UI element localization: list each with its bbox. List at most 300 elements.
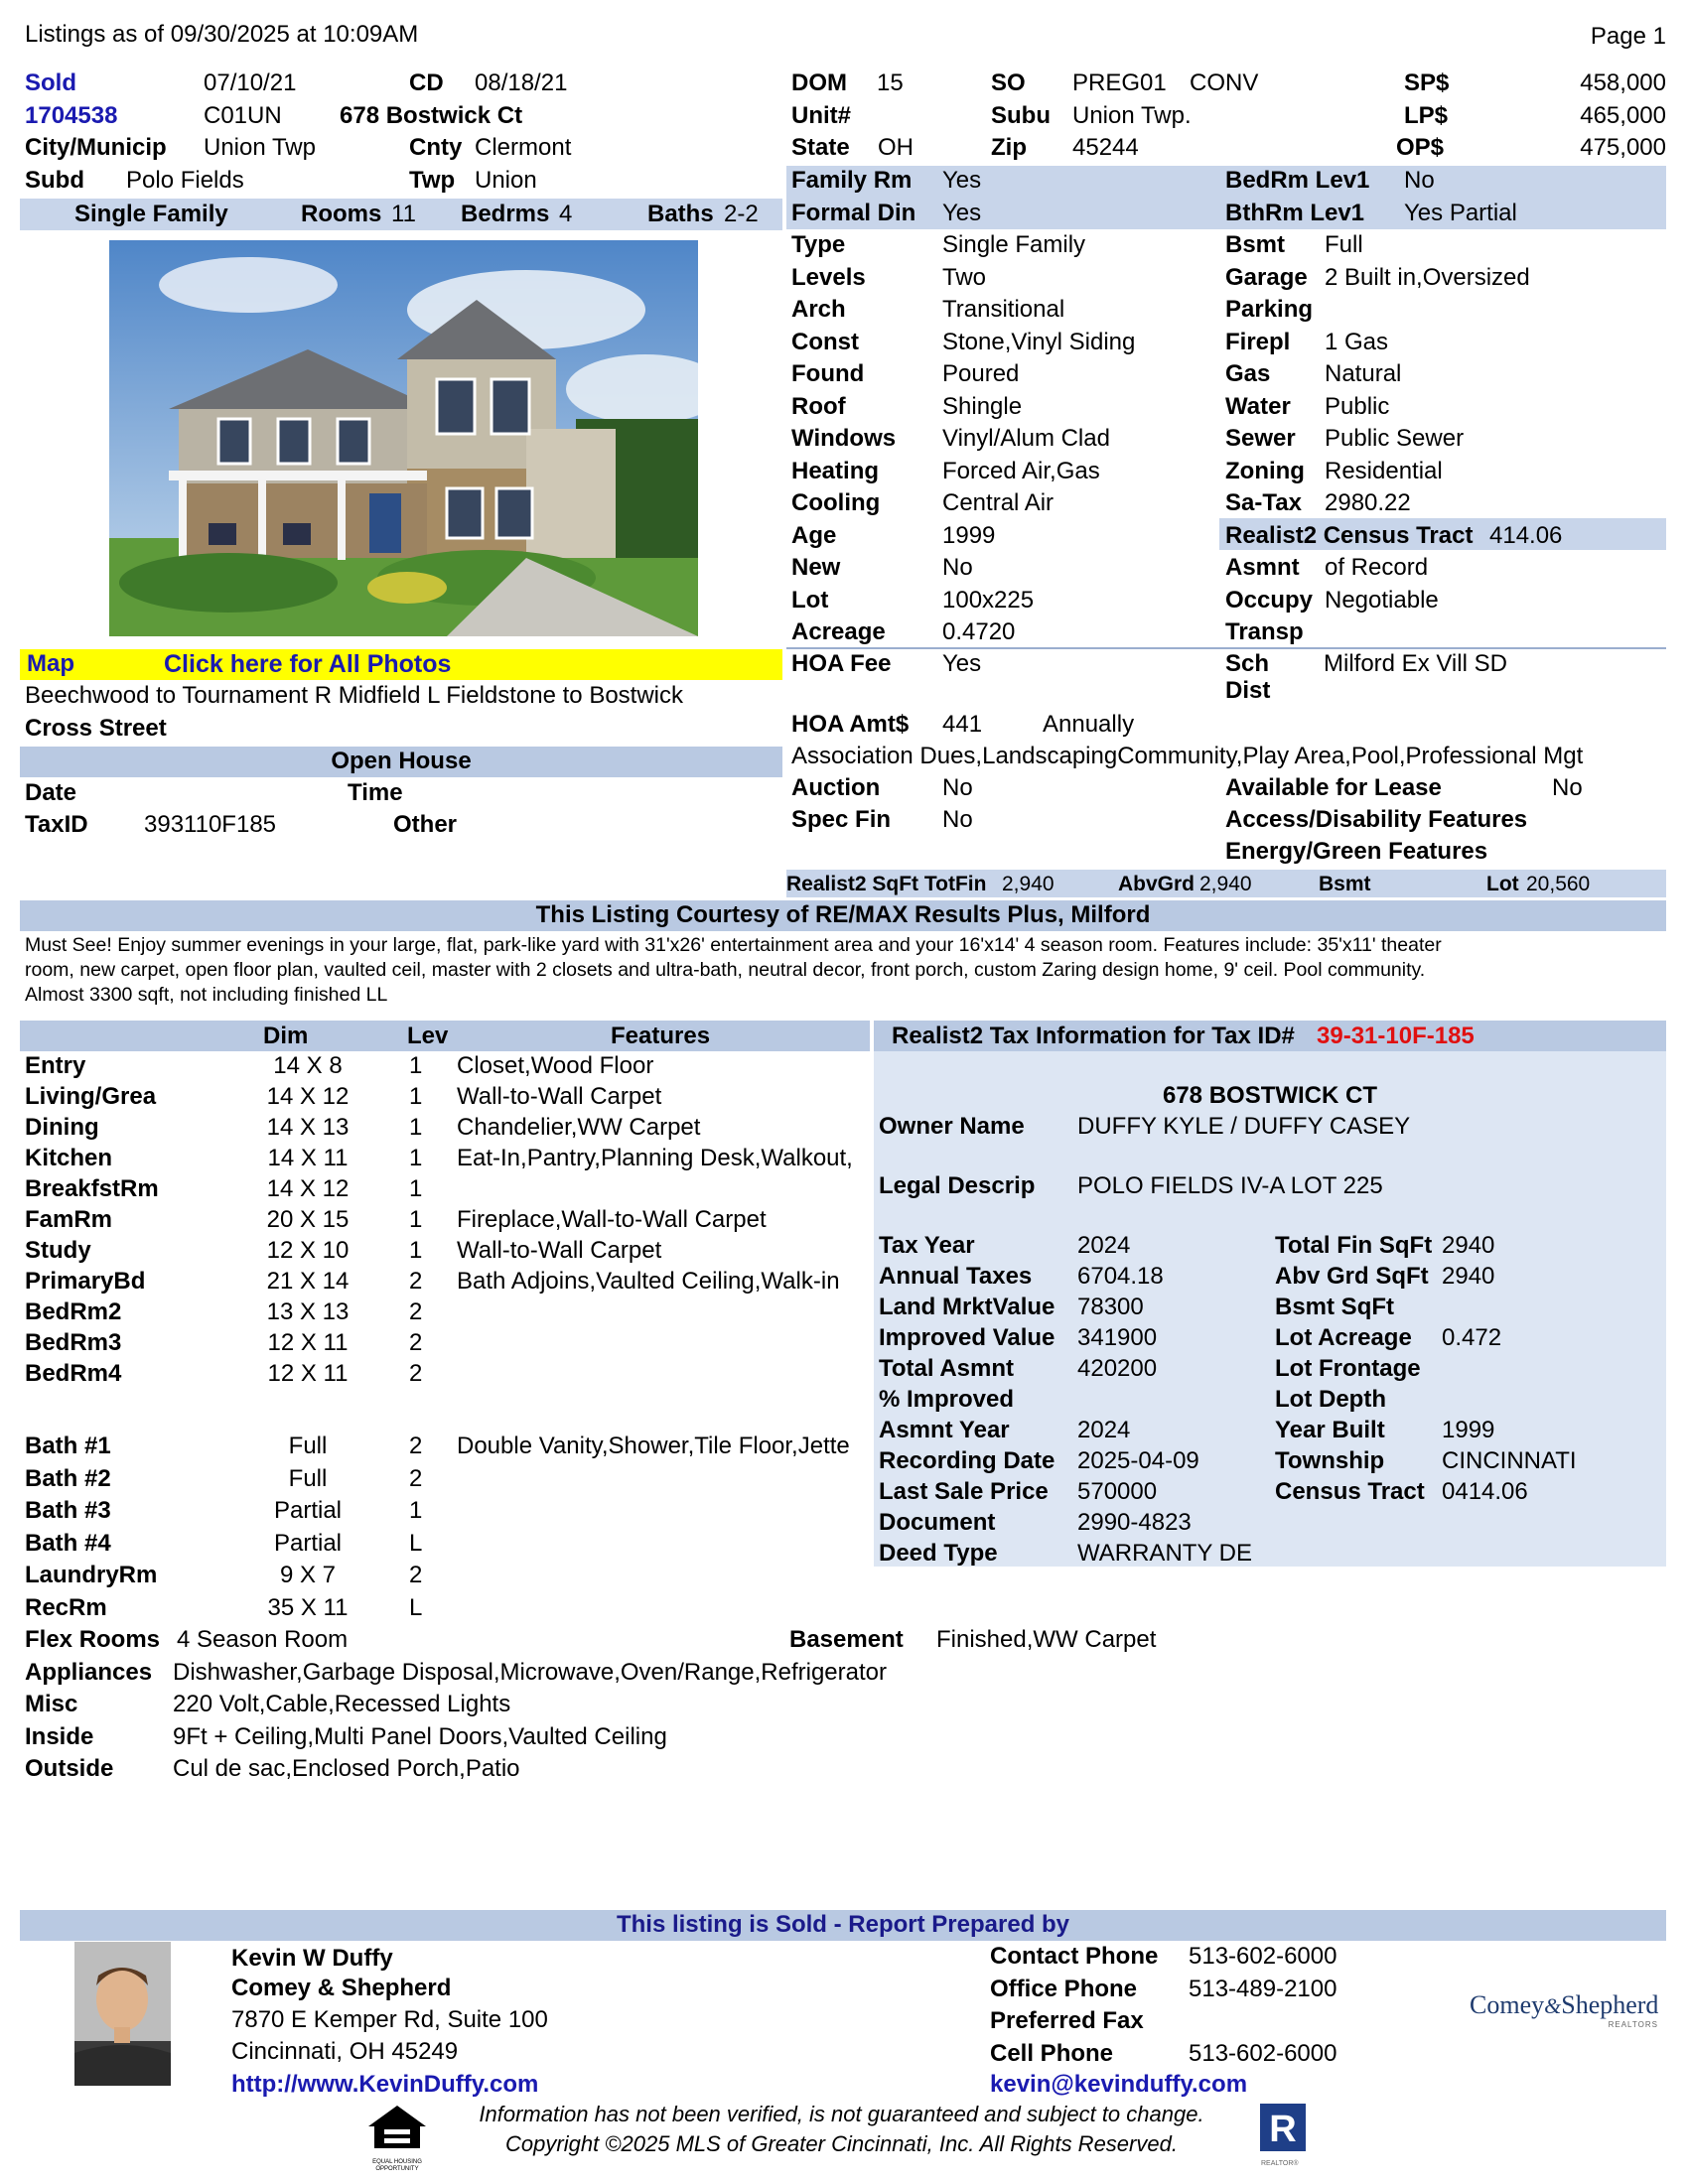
detail-label: Const bbox=[791, 328, 859, 355]
detail-row bbox=[791, 328, 1218, 360]
state-value: OH bbox=[878, 134, 914, 161]
sold-banner: This listing is Sold - Report Prepared by bbox=[20, 1910, 1666, 1941]
date-label: Date bbox=[25, 779, 77, 806]
room-name: Kitchen bbox=[25, 1145, 113, 1171]
detail-row bbox=[1225, 359, 1662, 392]
tax-row bbox=[879, 1231, 1266, 1262]
tax-id-value: 39-31-10F-185 bbox=[1317, 1023, 1475, 1049]
summary-baths: 2-2 bbox=[724, 201, 759, 227]
detail-value: Shingle bbox=[942, 392, 1023, 420]
twp-label: Twp bbox=[409, 167, 456, 194]
room-dim: 35 X 11 bbox=[267, 1593, 349, 1621]
room-dim: 13 X 13 bbox=[266, 1298, 350, 1325]
table-row bbox=[25, 1236, 869, 1267]
school-label: Sch bbox=[1225, 650, 1270, 677]
room-dim: 14 X 12 bbox=[266, 1175, 350, 1202]
tax-value: 2940 bbox=[1442, 1263, 1495, 1290]
detail-value: Stone,Vinyl Siding bbox=[942, 328, 1136, 355]
disclaimer-line-2: Copyright ©2025 MLS of Greater Cincinnati, Inc. All Rights Reserved. bbox=[505, 2131, 1178, 2156]
room-name: BreakfstRm bbox=[25, 1175, 159, 1202]
hoa-frequency: Annually bbox=[1043, 711, 1135, 738]
tax-label: Deed Type bbox=[879, 1540, 998, 1567]
tax-label: Document bbox=[879, 1509, 996, 1536]
room-dim: 12 X 11 bbox=[267, 1329, 349, 1356]
detail-label: Parking bbox=[1225, 296, 1314, 323]
detail-row bbox=[791, 392, 1218, 425]
tax-label: Lot Frontage bbox=[1275, 1355, 1421, 1382]
detail-value: Negotiable bbox=[1325, 586, 1439, 614]
city-label: City/Municip bbox=[25, 134, 167, 161]
room-name: Bath #4 bbox=[25, 1529, 111, 1557]
extras-label: Flex Rooms bbox=[25, 1626, 161, 1653]
price-row bbox=[1390, 101, 1666, 134]
detail-label: Asmnt bbox=[1225, 554, 1300, 581]
room-dim: 9 X 7 bbox=[279, 1562, 337, 1588]
detail-value: Vinyl/Alum Clad bbox=[942, 425, 1110, 452]
tax-row bbox=[1275, 1385, 1662, 1416]
tax-label: Lot Depth bbox=[1275, 1386, 1386, 1413]
detail-value: Poured bbox=[942, 360, 1020, 387]
taxid-label: TaxID bbox=[25, 811, 88, 838]
county-value: Clermont bbox=[475, 134, 572, 161]
detail-row bbox=[1225, 230, 1662, 263]
owner-label: Owner Name bbox=[879, 1113, 1025, 1140]
detail-value: 100x225 bbox=[942, 586, 1035, 614]
tax-row bbox=[879, 1262, 1266, 1293]
detail-value: of Record bbox=[1325, 554, 1429, 581]
detail-label: BedRm Lev1 bbox=[1225, 167, 1370, 194]
rooms-table bbox=[25, 1051, 869, 1390]
detail-row bbox=[1225, 586, 1662, 618]
tax-row bbox=[1275, 1477, 1662, 1508]
price-value: 465,000 bbox=[1580, 101, 1666, 129]
tax-value: CINCINNATI bbox=[1442, 1447, 1577, 1474]
tax-value: 2024 bbox=[1077, 1232, 1131, 1259]
detail-row bbox=[791, 230, 1218, 263]
room-features: Double Vanity,Shower,Tile Floor,Jette bbox=[457, 1433, 850, 1459]
room-name: Dining bbox=[25, 1114, 99, 1141]
tax-label: Lot Acreage bbox=[1275, 1324, 1412, 1351]
mls-number-link[interactable]: 1704538 bbox=[25, 102, 118, 129]
room-dim: 14 X 13 bbox=[266, 1114, 350, 1141]
room-dim: 12 X 11 bbox=[267, 1360, 349, 1387]
tax-label: Asmnt Year bbox=[879, 1417, 1010, 1443]
realtor-icon bbox=[1258, 2102, 1318, 2166]
price-value: 475,000 bbox=[1580, 134, 1666, 161]
tax-row bbox=[879, 1385, 1266, 1416]
detail-row bbox=[1225, 295, 1662, 328]
tax-value: 2990-4823 bbox=[1077, 1509, 1192, 1536]
table-row bbox=[25, 1464, 869, 1497]
table-row bbox=[25, 1267, 869, 1297]
detail-value: 0.4720 bbox=[942, 618, 1016, 645]
room-lev: 1 bbox=[409, 1145, 423, 1171]
price-row bbox=[1390, 133, 1666, 166]
room-dim: 20 X 15 bbox=[266, 1206, 350, 1233]
extras-value: 220 Volt,Cable,Recessed Lights bbox=[173, 1691, 511, 1717]
room-features: Chandelier,WW Carpet bbox=[457, 1114, 701, 1141]
logo-text-2: Shepherd bbox=[1561, 1990, 1659, 2019]
tax-value: 1999 bbox=[1442, 1417, 1495, 1443]
subu-value: Union Twp. bbox=[1072, 102, 1192, 129]
taxid-value: 393110F185 bbox=[144, 811, 277, 838]
tax-label: Tax Year bbox=[879, 1232, 975, 1259]
property-address: 678 Bostwick Ct bbox=[340, 102, 523, 129]
detail-value: Full bbox=[1325, 231, 1363, 258]
other-label: Other bbox=[393, 811, 458, 838]
tax-label: Census Tract bbox=[1275, 1478, 1425, 1505]
room-lev: 2 bbox=[409, 1268, 423, 1295]
table-row bbox=[25, 1432, 869, 1464]
room-dim: 21 X 14 bbox=[266, 1268, 350, 1295]
contact-row bbox=[990, 1942, 1387, 1975]
subd-label: Subd bbox=[25, 167, 84, 194]
room-dim: 12 X 10 bbox=[266, 1237, 350, 1264]
extras-label: Inside bbox=[25, 1723, 94, 1750]
tax-value: 2940 bbox=[1442, 1232, 1495, 1259]
detail-row bbox=[1225, 488, 1662, 521]
remarks-line: Must See! Enjoy summer evenings in your large, flat, park-like yard with 31'x26' entertainment area and your 16'x14' 4 season room. Features include: 35'x11' theater bbox=[25, 934, 1442, 956]
agent-name: Kevin W Duffy bbox=[231, 1945, 393, 1972]
tax-label: % Improved bbox=[879, 1386, 1015, 1413]
unit-label: Unit# bbox=[791, 102, 851, 129]
county-label: Cnty bbox=[409, 134, 463, 161]
state-label: State bbox=[791, 134, 850, 161]
agent-website-link[interactable]: http://www.KevinDuffy.com bbox=[231, 2071, 539, 2098]
sqft-bsmt-label: Bsmt bbox=[1319, 873, 1371, 895]
zip-label: Zip bbox=[991, 134, 1027, 161]
tax-label: Year Built bbox=[1275, 1417, 1385, 1443]
detail-label: Levels bbox=[791, 263, 866, 291]
detail-label: Cooling bbox=[791, 489, 881, 516]
detail-value: No bbox=[942, 554, 973, 581]
contact-value: 513-602-6000 bbox=[1189, 1943, 1337, 1970]
table-row bbox=[25, 1174, 869, 1205]
tax-row bbox=[879, 1416, 1266, 1446]
room-features: Bath Adjoins,Vaulted Ceiling,Walk-in bbox=[457, 1268, 840, 1295]
svg-text:R: R bbox=[1269, 2109, 1297, 2150]
tax-info-title: Realist2 Tax Information for Tax ID# bbox=[892, 1023, 1295, 1049]
detail-row bbox=[791, 359, 1218, 392]
open-house-header: Open House bbox=[20, 747, 782, 777]
room-lev: 1 bbox=[409, 1114, 423, 1141]
tax-row bbox=[1275, 1354, 1662, 1385]
listings-timestamp: Listings as of 09/30/2025 at 10:09AM bbox=[25, 21, 419, 48]
detail-value: 2980.22 bbox=[1325, 489, 1411, 516]
detail-value: Forced Air,Gas bbox=[942, 457, 1100, 484]
detail-label: Transp bbox=[1225, 618, 1304, 645]
association-features: Association Dues,LandscapingCommunity,Play Area,Pool,Professional Mgt bbox=[791, 743, 1584, 769]
room-features: Fireplace,Wall-to-Wall Carpet bbox=[457, 1206, 767, 1233]
tax-info-left bbox=[879, 1231, 1266, 1570]
tax-row bbox=[879, 1354, 1266, 1385]
detail-label: Acreage bbox=[791, 618, 886, 645]
extras-label: Misc bbox=[25, 1691, 78, 1717]
room-dim: Full bbox=[288, 1464, 328, 1492]
detail-value: No bbox=[1404, 167, 1435, 194]
house-photo-image bbox=[109, 240, 698, 636]
detail-value: Central Air bbox=[942, 489, 1055, 516]
detail-value: Residential bbox=[1325, 457, 1443, 484]
detail-value: 1999 bbox=[942, 521, 996, 549]
detail-label: Occupy bbox=[1225, 586, 1314, 614]
subd-value: Polo Fields bbox=[126, 167, 244, 194]
table-row bbox=[25, 1051, 869, 1082]
price-label: LP$ bbox=[1404, 101, 1449, 129]
detail-label: BthRm Lev1 bbox=[1225, 199, 1365, 226]
tax-row bbox=[1275, 1416, 1662, 1446]
property-photo[interactable] bbox=[109, 240, 698, 636]
city-value: Union Twp bbox=[204, 134, 316, 161]
detail-label: Windows bbox=[791, 425, 897, 452]
detail-label: Type bbox=[791, 231, 846, 258]
sold-date: 07/10/21 bbox=[204, 69, 297, 96]
detail-label: Family Rm bbox=[791, 167, 913, 194]
legal-label: Legal Descrip bbox=[879, 1172, 1036, 1199]
detail-row bbox=[791, 166, 1218, 199]
tax-info-right bbox=[1275, 1231, 1662, 1508]
extras-label: Outside bbox=[25, 1755, 114, 1782]
tax-value: 420200 bbox=[1077, 1355, 1158, 1382]
lease-value: No bbox=[1552, 774, 1583, 801]
tax-row bbox=[1275, 1446, 1662, 1477]
room-name: Living/Grea bbox=[25, 1083, 157, 1110]
agent-email-link[interactable]: kevin@kevinduffy.com bbox=[990, 2071, 1248, 2098]
room-lev: 2 bbox=[409, 1360, 423, 1387]
detail-label: Sewer bbox=[1225, 425, 1296, 452]
logo-subtext: REALTORS bbox=[1608, 2020, 1658, 2029]
tax-label: Township bbox=[1275, 1447, 1385, 1474]
contact-label: Preferred Fax bbox=[990, 2007, 1144, 2034]
room-lev: 1 bbox=[409, 1237, 423, 1264]
tax-value: 6704.18 bbox=[1077, 1263, 1164, 1290]
hoa-fee-value: Yes bbox=[942, 650, 982, 677]
detail-label: Age bbox=[791, 521, 837, 549]
summary-baths-label: Baths bbox=[647, 201, 714, 227]
tax-value: 341900 bbox=[1077, 1324, 1158, 1351]
detail-label: Water bbox=[1225, 392, 1291, 420]
detail-label: Realist2 Census Tract bbox=[1225, 521, 1474, 549]
extras-value: Dishwasher,Garbage Disposal,Microwave,Oven/Range,Refrigerator bbox=[173, 1659, 887, 1686]
lev-header: Lev bbox=[407, 1023, 449, 1049]
table-row bbox=[25, 1082, 869, 1113]
tax-label: Total Asmnt bbox=[879, 1355, 1014, 1382]
details-right bbox=[1225, 166, 1662, 650]
sqft-totfin-label: Realist2 SqFt TotFin bbox=[786, 873, 987, 895]
detail-row bbox=[791, 586, 1218, 618]
detail-label: Formal Din bbox=[791, 199, 916, 226]
detail-label: Bsmt bbox=[1225, 231, 1286, 258]
table-row bbox=[25, 1359, 869, 1390]
energy-label: Energy/Green Features bbox=[1225, 838, 1488, 865]
detail-value: Public bbox=[1325, 392, 1390, 420]
school-value: Milford Ex Vill SD bbox=[1324, 650, 1507, 677]
detail-row bbox=[1225, 199, 1662, 231]
detail-value: 414.06 bbox=[1489, 521, 1563, 549]
detail-value: Transitional bbox=[942, 296, 1065, 323]
realtor-text: REALTOR® bbox=[1261, 2160, 1299, 2167]
auction-value: No bbox=[942, 774, 973, 801]
room-dim: 14 X 11 bbox=[267, 1145, 349, 1171]
detail-row bbox=[1225, 166, 1662, 199]
room-lev: 1 bbox=[409, 1083, 423, 1110]
detail-value: Yes bbox=[942, 199, 982, 226]
detail-row bbox=[791, 553, 1218, 586]
tax-row bbox=[879, 1508, 1266, 1539]
room-dim: Partial bbox=[273, 1497, 343, 1524]
detail-row bbox=[791, 457, 1218, 489]
agent-photo bbox=[74, 1942, 171, 2086]
cross-street-label: Cross Street bbox=[25, 715, 167, 742]
room-lev: 2 bbox=[409, 1329, 423, 1356]
detail-row bbox=[1225, 392, 1662, 425]
detail-value: Yes bbox=[942, 167, 982, 194]
so-value: PREG01 bbox=[1072, 69, 1167, 96]
detail-value: Public Sewer bbox=[1325, 425, 1465, 452]
price-value: 458,000 bbox=[1580, 69, 1666, 96]
subu-label: Subu bbox=[991, 102, 1051, 129]
detail-value: Yes Partial bbox=[1404, 199, 1517, 226]
detail-value: Two bbox=[942, 263, 987, 291]
summary-type: Single Family bbox=[74, 201, 228, 227]
detail-label: New bbox=[791, 554, 841, 581]
page-number: Page 1 bbox=[1590, 23, 1666, 50]
detail-row bbox=[1225, 617, 1662, 650]
detail-row bbox=[791, 617, 1218, 650]
price-row bbox=[1390, 68, 1666, 101]
summary-bedrms-label: Bedrms bbox=[461, 201, 550, 227]
table-row bbox=[25, 1328, 869, 1359]
tax-value: 0.472 bbox=[1442, 1324, 1502, 1351]
tax-row bbox=[879, 1293, 1266, 1323]
map-link[interactable]: Map bbox=[27, 650, 74, 677]
detail-row bbox=[791, 424, 1218, 457]
tax-row bbox=[1275, 1293, 1662, 1323]
room-dim: 14 X 8 bbox=[273, 1052, 343, 1079]
remarks-line: room, new carpet, open floor plan, vaulted ceil, master with 2 closets and ultra-bath, neutral decor, front porch, custom Zaring design home, 9' ceil. Pool community. bbox=[25, 959, 1426, 981]
detail-label: Roof bbox=[791, 392, 846, 420]
tax-row bbox=[1275, 1262, 1662, 1293]
room-lev: 1 bbox=[409, 1052, 423, 1079]
lease-label: Available for Lease bbox=[1225, 774, 1442, 801]
table-row bbox=[25, 1561, 869, 1593]
price-label: SP$ bbox=[1404, 69, 1450, 96]
sqft-lot-label: Lot bbox=[1486, 873, 1519, 895]
all-photos-link[interactable]: Click here for All Photos bbox=[164, 650, 452, 678]
contact-label: Office Phone bbox=[990, 1975, 1138, 2002]
room-name: Bath #3 bbox=[25, 1497, 111, 1524]
tax-label: Land MrktValue bbox=[879, 1294, 1055, 1320]
table-row bbox=[25, 1205, 869, 1236]
tax-row bbox=[879, 1323, 1266, 1354]
detail-label: Garage bbox=[1225, 263, 1308, 291]
room-lev: 1 bbox=[409, 1206, 423, 1233]
contact-row bbox=[990, 2039, 1387, 2072]
room-lev: 2 bbox=[409, 1433, 423, 1459]
agent-street: 7870 E Kemper Rd, Suite 100 bbox=[231, 2006, 548, 2033]
table-row bbox=[25, 1593, 869, 1626]
table-row bbox=[25, 1496, 869, 1529]
sqft-lot-value: 20,560 bbox=[1526, 873, 1591, 895]
tax-value: 2024 bbox=[1077, 1417, 1131, 1443]
tax-value: WARRANTY DE bbox=[1077, 1540, 1253, 1567]
room-features: Wall-to-Wall Carpet bbox=[457, 1083, 662, 1110]
summary-rooms-label: Rooms bbox=[301, 201, 382, 227]
tax-label: Total Fin SqFt bbox=[1275, 1232, 1433, 1259]
room-lev: 2 bbox=[409, 1298, 423, 1325]
disclaimer-line-1: Information has not been verified, is not guaranteed and subject to change. bbox=[479, 2102, 1204, 2126]
cd-date: 08/18/21 bbox=[475, 69, 568, 96]
detail-label: Found bbox=[791, 360, 865, 387]
room-name: Bath #2 bbox=[25, 1464, 111, 1492]
tax-value: 78300 bbox=[1077, 1294, 1144, 1320]
tax-label: Abv Grd SqFt bbox=[1275, 1263, 1429, 1290]
room-dim: 14 X 12 bbox=[266, 1083, 350, 1110]
so-type: CONV bbox=[1190, 69, 1259, 96]
hoa-amt-label: HOA Amt$ bbox=[791, 711, 910, 738]
dom-label: DOM bbox=[791, 69, 847, 96]
table-row bbox=[25, 1144, 869, 1174]
room-lev: 2 bbox=[409, 1464, 423, 1492]
dim-header: Dim bbox=[263, 1023, 309, 1049]
extras-label: Appliances bbox=[25, 1659, 153, 1686]
room-name: FamRm bbox=[25, 1206, 113, 1233]
detail-row bbox=[1225, 521, 1662, 554]
basement-label: Basement bbox=[789, 1626, 904, 1653]
tax-row bbox=[879, 1477, 1266, 1508]
room-name: BedRm2 bbox=[25, 1298, 122, 1325]
tax-row bbox=[879, 1446, 1266, 1477]
hoa-fee-label: HOA Fee bbox=[791, 650, 892, 677]
basement-value: Finished,WW Carpet bbox=[936, 1626, 1157, 1653]
contact-value: 513-489-2100 bbox=[1189, 1975, 1337, 2002]
extras-value: Cul de sac,Enclosed Porch,Patio bbox=[173, 1755, 520, 1782]
detail-row bbox=[1225, 328, 1662, 360]
cd-label: CD bbox=[409, 69, 444, 96]
twp-value: Union bbox=[475, 167, 537, 194]
hoa-amt-value: 441 bbox=[942, 711, 983, 738]
room-name: PrimaryBd bbox=[25, 1268, 146, 1295]
tax-row bbox=[879, 1539, 1266, 1570]
summary-rooms: 11 bbox=[391, 201, 416, 227]
tax-row bbox=[1275, 1231, 1662, 1262]
sqft-abvgrd-value: 2,940 bbox=[1199, 873, 1252, 895]
detail-row bbox=[791, 263, 1218, 296]
detail-value: Single Family bbox=[942, 231, 1086, 258]
features-header: Features bbox=[611, 1023, 711, 1049]
tax-label: Recording Date bbox=[879, 1447, 1055, 1474]
agent-company: Comey & Shepherd bbox=[231, 1975, 452, 2001]
detail-row bbox=[1225, 263, 1662, 296]
tax-address: 678 BOSTWICK CT bbox=[1162, 1082, 1378, 1109]
tax-value: 0414.06 bbox=[1442, 1478, 1528, 1505]
table-row bbox=[25, 1529, 869, 1562]
contact-value: 513-602-6000 bbox=[1189, 2039, 1337, 2067]
details-left bbox=[791, 166, 1218, 650]
detail-row bbox=[791, 521, 1218, 554]
tax-row bbox=[1275, 1323, 1662, 1354]
remarks-line: Almost 3300 sqft, not including finished LL bbox=[25, 984, 388, 1006]
price-list bbox=[1390, 68, 1666, 166]
remarks bbox=[25, 933, 1663, 1008]
detail-row bbox=[791, 199, 1218, 231]
contact-label: Contact Phone bbox=[990, 1943, 1159, 1970]
directions: Beechwood to Tournament R Midfield L Fieldstone to Bostwick bbox=[25, 682, 684, 709]
zip-value: 45244 bbox=[1072, 134, 1139, 161]
tax-value: 570000 bbox=[1077, 1478, 1158, 1505]
equal-housing-text: EQUAL HOUSING OPPORTUNITY bbox=[372, 2159, 422, 2172]
table-row bbox=[25, 1113, 869, 1144]
